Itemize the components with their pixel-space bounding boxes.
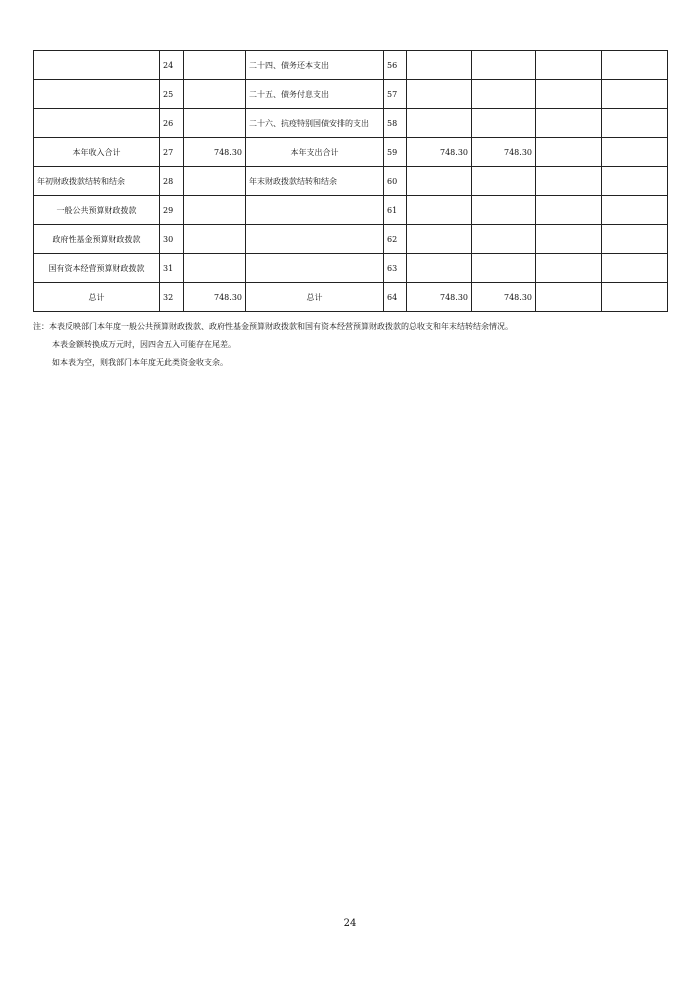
right-amount-4 [602, 196, 668, 225]
right-amount-2: 748.30 [472, 283, 536, 312]
left-amount [184, 167, 246, 196]
right-label [246, 225, 384, 254]
right-amount-1 [407, 196, 472, 225]
right-amount-3 [536, 80, 602, 109]
right-label: 总计 [246, 283, 384, 312]
right-amount-2 [472, 225, 536, 254]
left-line-number: 32 [160, 283, 184, 312]
left-line-number: 30 [160, 225, 184, 254]
left-line-number: 25 [160, 80, 184, 109]
right-amount-4 [602, 80, 668, 109]
right-amount-3 [536, 51, 602, 80]
note-line-3: 如本表为空，则我部门本年度无此类资金收支余。 [52, 358, 228, 367]
right-label: 二十六、抗疫特别国债安排的支出 [246, 109, 384, 138]
right-line-number: 63 [384, 254, 407, 283]
right-label: 二十四、债务还本支出 [246, 51, 384, 80]
table-body [34, 51, 668, 312]
left-amount [184, 254, 246, 283]
left-label: 政府性基金预算财政拨款 [34, 225, 160, 254]
right-amount-1 [407, 109, 472, 138]
left-amount [184, 225, 246, 254]
left-amount: 748.30 [184, 283, 246, 312]
right-line-number: 58 [384, 109, 407, 138]
left-line-number: 26 [160, 109, 184, 138]
right-amount-4 [602, 109, 668, 138]
right-line-number: 64 [384, 283, 407, 312]
table-row [34, 80, 668, 109]
right-label: 年末财政拨款结转和结余 [246, 167, 384, 196]
right-line-number: 62 [384, 225, 407, 254]
left-amount [184, 109, 246, 138]
right-line-number: 61 [384, 196, 407, 225]
left-label: 总计 [34, 283, 160, 312]
right-amount-1: 748.30 [407, 138, 472, 167]
right-amount-3 [536, 254, 602, 283]
right-label [246, 196, 384, 225]
right-amount-2 [472, 254, 536, 283]
table-row [34, 51, 668, 80]
right-amount-4 [602, 254, 668, 283]
left-amount: 748.30 [184, 138, 246, 167]
table-row [34, 254, 668, 283]
fiscal-appropriation-table [33, 50, 668, 312]
right-amount-1 [407, 80, 472, 109]
page-number: 24 [343, 918, 357, 929]
right-amount-3 [536, 283, 602, 312]
right-amount-3 [536, 196, 602, 225]
table-row [34, 109, 668, 138]
table-row [34, 283, 668, 312]
right-label [246, 254, 384, 283]
right-amount-1 [407, 51, 472, 80]
right-amount-4 [602, 225, 668, 254]
left-label [34, 80, 160, 109]
left-line-number: 27 [160, 138, 184, 167]
table-row [34, 167, 668, 196]
right-amount-3 [536, 167, 602, 196]
right-amount-2 [472, 167, 536, 196]
left-amount [184, 51, 246, 80]
table-row [34, 196, 668, 225]
table-row [34, 225, 668, 254]
left-amount [184, 196, 246, 225]
table-row [34, 138, 668, 167]
right-amount-4 [602, 51, 668, 80]
left-line-number: 28 [160, 167, 184, 196]
left-label: 国有资本经营预算财政拨款 [34, 254, 160, 283]
right-amount-3 [536, 109, 602, 138]
right-amount-1 [407, 167, 472, 196]
left-label: 一般公共预算财政拨款 [34, 196, 160, 225]
left-label: 年初财政拨款结转和结余 [34, 167, 160, 196]
right-amount-3 [536, 225, 602, 254]
right-line-number: 59 [384, 138, 407, 167]
right-amount-2 [472, 51, 536, 80]
table-notes [33, 318, 673, 372]
right-line-number: 56 [384, 51, 407, 80]
right-amount-1 [407, 254, 472, 283]
left-label [34, 109, 160, 138]
right-line-number: 57 [384, 80, 407, 109]
right-amount-4 [602, 138, 668, 167]
left-amount [184, 80, 246, 109]
right-line-number: 60 [384, 167, 407, 196]
right-amount-2 [472, 109, 536, 138]
left-line-number: 29 [160, 196, 184, 225]
left-line-number: 31 [160, 254, 184, 283]
right-label: 二十五、债务付息支出 [246, 80, 384, 109]
right-amount-1 [407, 225, 472, 254]
note-line-2: 本表金额转换成万元时，因四舍五入可能存在尾差。 [52, 340, 236, 349]
left-line-number: 24 [160, 51, 184, 80]
right-amount-2: 748.30 [472, 138, 536, 167]
right-amount-4 [602, 167, 668, 196]
left-label [34, 51, 160, 80]
right-amount-4 [602, 283, 668, 312]
right-amount-2 [472, 80, 536, 109]
right-amount-3 [536, 138, 602, 167]
right-amount-2 [472, 196, 536, 225]
note-line-1: 注：本表反映部门本年度一般公共预算财政拨款、政府性基金预算财政拨款和国有资本经营预算财政拨款的总收支和年末结转结余情况。 [33, 322, 513, 331]
left-label: 本年收入合计 [34, 138, 160, 167]
right-label: 本年支出合计 [246, 138, 384, 167]
right-amount-1: 748.30 [407, 283, 472, 312]
